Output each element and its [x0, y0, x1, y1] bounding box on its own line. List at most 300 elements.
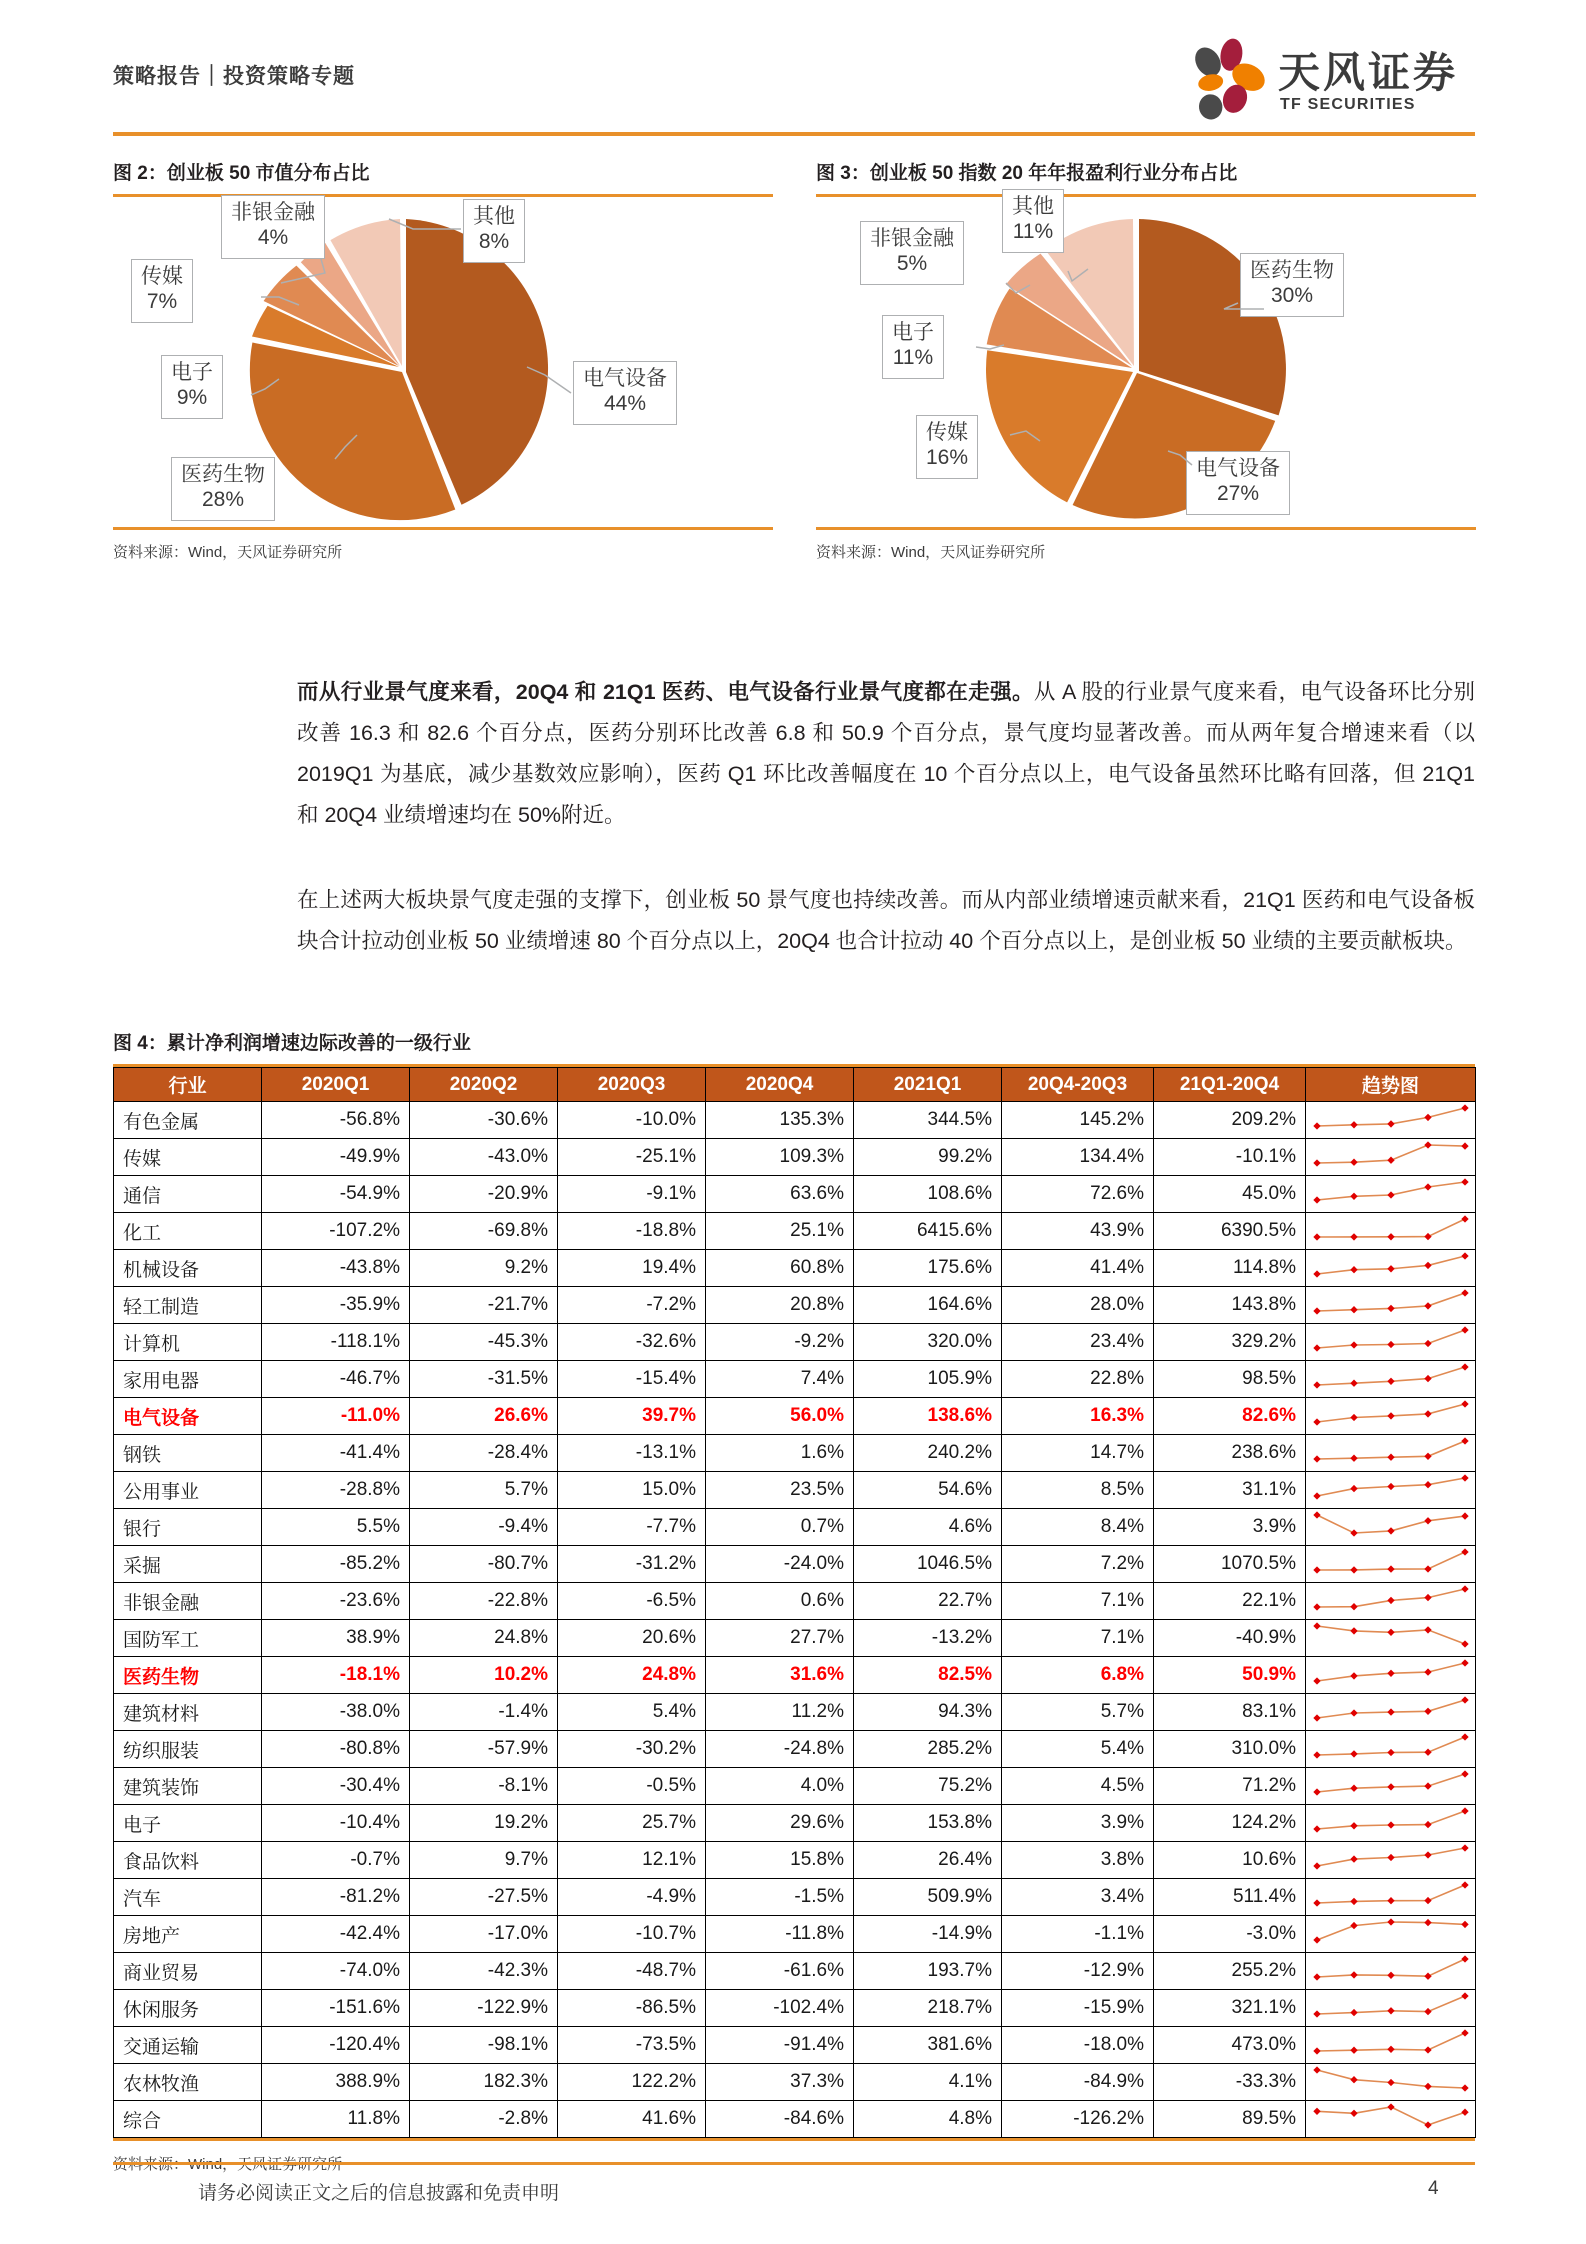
paragraph-2: 在上述两大板块景气度走强的支撑下，创业板 50 景气度也持续改善。而从内部业绩增速贡献来看，21Q1 医药和电气设备板块合计拉动创业板 50 业绩增速 80 个百分点以上，20Q4 也合计拉动 40 个百分点以上，是创业板 50 业绩的主要贡献板块。 — [297, 888, 1475, 953]
table-cell-value: -57.9% — [410, 1731, 558, 1768]
table-cell-value: -31.5% — [410, 1361, 558, 1398]
trend-sparkline — [1307, 1324, 1475, 1354]
table-cell-value: -10.4% — [262, 1805, 410, 1842]
table-cell-value: 31.1% — [1154, 1472, 1306, 1509]
table-cell-value: 9.7% — [410, 1842, 558, 1879]
table-cell-value: 105.9% — [854, 1361, 1002, 1398]
table-cell-value: -1.4% — [410, 1694, 558, 1731]
table-cell-industry: 采掘 — [114, 1546, 262, 1583]
table-cell-value: 108.6% — [854, 1176, 1002, 1213]
pie2-callout-qita — [463, 199, 525, 263]
table-cell-industry: 纺织服装 — [114, 1731, 262, 1768]
table-cell-value: 240.2% — [854, 1435, 1002, 1472]
trend-sparkline — [1307, 1953, 1475, 1983]
table-cell-value: 20.6% — [558, 1620, 706, 1657]
table-cell-industry: 轻工制造 — [114, 1287, 262, 1324]
table-cell-value: 3.4% — [1002, 1879, 1154, 1916]
table-col-header-4: 2020Q4 — [706, 1068, 854, 1102]
table-cell-industry: 交通运输 — [114, 2027, 262, 2064]
trend-sparkline — [1307, 1546, 1475, 1576]
table-cell-trend — [1306, 1805, 1476, 1842]
table-cell-value: -45.3% — [410, 1324, 558, 1361]
table-cell-value: -56.8% — [262, 1102, 410, 1139]
table-col-header-7: 21Q1-20Q4 — [1154, 1068, 1306, 1102]
table-row — [114, 1250, 1476, 1287]
paragraph-1 — [297, 672, 1475, 836]
footer-page-number: 4 — [1428, 2178, 1439, 2199]
table-cell-value: 10.6% — [1154, 1842, 1306, 1879]
trend-sparkline — [1307, 2064, 1475, 2094]
table-cell-value: -46.7% — [262, 1361, 410, 1398]
logo-chinese-name: 天风证券 — [1278, 49, 1459, 96]
table-cell-value: 26.4% — [854, 1842, 1002, 1879]
table-cell-value: 381.6% — [854, 2027, 1002, 2064]
table-cell-trend — [1306, 1435, 1476, 1472]
table-cell-trend — [1306, 1842, 1476, 1879]
figure-3-bottom-rule — [816, 527, 1476, 530]
tf-pinwheel-icon — [1180, 34, 1272, 124]
table-cell-value: 26.6% — [410, 1398, 558, 1435]
trend-sparkline — [1307, 1731, 1475, 1761]
table-cell-value: 99.2% — [854, 1139, 1002, 1176]
trend-sparkline — [1307, 2101, 1475, 2131]
table-cell-value: 122.2% — [558, 2064, 706, 2101]
table-cell-value: 175.6% — [854, 1250, 1002, 1287]
table-cell-value: -6.5% — [558, 1583, 706, 1620]
table-cell-value: -11.8% — [706, 1916, 854, 1953]
table-cell-industry: 休闲服务 — [114, 1990, 262, 2027]
paragraph-1-lead: 而从行业景气度来看，20Q4 和 21Q1 医药、电气设备行业景气度都在走强。 — [297, 680, 1034, 704]
pie2-value-dianqi: 44% — [603, 391, 647, 415]
table-row — [114, 1620, 1476, 1657]
table-cell-value: 41.4% — [1002, 1250, 1154, 1287]
table-cell-value: 6415.6% — [854, 1213, 1002, 1250]
table-cell-value: 238.6% — [1154, 1435, 1306, 1472]
figure-4-bottom-rule — [113, 2138, 1475, 2141]
table-cell-value: 0.7% — [706, 1509, 854, 1546]
table-cell-value: -24.0% — [706, 1546, 854, 1583]
trend-sparkline — [1307, 1768, 1475, 1798]
pie3-callout-yiyao — [1240, 253, 1344, 317]
table-cell-trend — [1306, 1916, 1476, 1953]
table-cell-value: -20.9% — [410, 1176, 558, 1213]
table-cell-value: -91.4% — [706, 2027, 854, 2064]
table-cell-value: -12.9% — [1002, 1953, 1154, 1990]
table-row — [114, 2027, 1476, 2064]
pie3-value-qita: 11% — [1012, 219, 1054, 243]
table-cell-value: 38.9% — [262, 1620, 410, 1657]
trend-sparkline — [1307, 2027, 1475, 2057]
table-row — [114, 1398, 1476, 1435]
table-cell-value: -102.4% — [706, 1990, 854, 2027]
table-cell-value: -80.7% — [410, 1546, 558, 1583]
table-cell-value: 56.0% — [706, 1398, 854, 1435]
table-row — [114, 1102, 1476, 1139]
table-cell-value: 3.9% — [1154, 1509, 1306, 1546]
table-cell-trend — [1306, 1509, 1476, 1546]
table-row — [114, 1694, 1476, 1731]
table-row — [114, 1953, 1476, 1990]
table-row — [114, 1731, 1476, 1768]
table-cell-industry: 电气设备 — [114, 1398, 262, 1435]
table-cell-trend — [1306, 1139, 1476, 1176]
trend-sparkline — [1307, 1509, 1475, 1539]
table-cell-industry: 钢铁 — [114, 1435, 262, 1472]
table-row — [114, 1657, 1476, 1694]
table-cell-trend — [1306, 1879, 1476, 1916]
table-cell-value: 16.3% — [1002, 1398, 1154, 1435]
table-cell-value: 0.6% — [706, 1583, 854, 1620]
table-cell-value: 3.9% — [1002, 1805, 1154, 1842]
logo-english-name: TF SECURITIES — [1280, 96, 1416, 113]
table-col-header-8: 趋势图 — [1306, 1068, 1476, 1102]
table-cell-value: 145.2% — [1002, 1102, 1154, 1139]
table-cell-value: 72.6% — [1002, 1176, 1154, 1213]
footer-rule — [113, 2162, 1475, 2165]
pie2-callout-feiyin — [221, 195, 325, 259]
figure-3-title: 图 3：创业板 50 指数 20 年年报盈利行业分布占比 — [816, 163, 1238, 184]
table-cell-value: 5.7% — [1002, 1694, 1154, 1731]
table-cell-value: -126.2% — [1002, 2101, 1154, 2138]
table-cell-value: -15.9% — [1002, 1990, 1154, 2027]
table-cell-industry: 公用事业 — [114, 1472, 262, 1509]
pie2-label-yiyao: 医药生物 — [181, 463, 265, 486]
trend-sparkline — [1307, 1694, 1475, 1724]
table-cell-value: 209.2% — [1154, 1102, 1306, 1139]
table-cell-value: 22.1% — [1154, 1583, 1306, 1620]
table-cell-value: 114.8% — [1154, 1250, 1306, 1287]
pie3-value-chuanmei: 16% — [926, 445, 969, 469]
table-cell-value: 4.8% — [854, 2101, 1002, 2138]
trend-sparkline — [1307, 1176, 1475, 1206]
table-cell-value: -7.7% — [558, 1509, 706, 1546]
table-cell-value: -24.8% — [706, 1731, 854, 1768]
table-cell-value: 14.7% — [1002, 1435, 1154, 1472]
table-cell-value: -69.8% — [410, 1213, 558, 1250]
table-cell-value: -84.6% — [706, 2101, 854, 2138]
pie2-value-chuanmei: 7% — [146, 289, 178, 313]
table-cell-value: -32.6% — [558, 1324, 706, 1361]
table-cell-value: 24.8% — [558, 1657, 706, 1694]
table-cell-value: 22.7% — [854, 1583, 1002, 1620]
table-cell-value: -10.0% — [558, 1102, 706, 1139]
trend-sparkline — [1307, 1102, 1475, 1132]
table-cell-value: -54.9% — [262, 1176, 410, 1213]
table-cell-value: -3.0% — [1154, 1916, 1306, 1953]
table-cell-value: 7.1% — [1002, 1583, 1154, 1620]
trend-sparkline — [1307, 1398, 1475, 1428]
table-cell-trend — [1306, 1694, 1476, 1731]
trend-sparkline — [1307, 1657, 1475, 1687]
pie3-callout-dianzi — [882, 315, 944, 379]
table-cell-value: 24.8% — [410, 1620, 558, 1657]
table-cell-value: -42.3% — [410, 1953, 558, 1990]
table-cell-value: -13.1% — [558, 1435, 706, 1472]
figure-2-panel — [113, 158, 773, 562]
table-cell-value: 10.2% — [410, 1657, 558, 1694]
table-cell-value: 5.4% — [558, 1694, 706, 1731]
table-cell-value: 94.3% — [854, 1694, 1002, 1731]
table-cell-trend — [1306, 1546, 1476, 1583]
table-cell-value: 4.1% — [854, 2064, 1002, 2101]
table-cell-value: -21.7% — [410, 1287, 558, 1324]
table-cell-value: -15.4% — [558, 1361, 706, 1398]
table-row — [114, 1768, 1476, 1805]
table-cell-value: -84.9% — [1002, 2064, 1154, 2101]
table-cell-value: -23.6% — [262, 1583, 410, 1620]
company-logo — [1180, 28, 1480, 124]
trend-sparkline — [1307, 1213, 1475, 1243]
table-cell-value: -18.0% — [1002, 2027, 1154, 2064]
table-cell-value: 153.8% — [854, 1805, 1002, 1842]
table-cell-value: -10.1% — [1154, 1139, 1306, 1176]
table-row — [114, 1509, 1476, 1546]
table-row — [114, 1583, 1476, 1620]
table-cell-value: 43.9% — [1002, 1213, 1154, 1250]
table-body — [114, 1102, 1476, 2138]
footer-disclaimer: 请务必阅读正文之后的信息披露和免责申明 — [198, 2183, 560, 2204]
table-row — [114, 1472, 1476, 1509]
table-cell-value: -43.8% — [262, 1250, 410, 1287]
table-cell-value: 11.8% — [262, 2101, 410, 2138]
table-col-header-6: 20Q4-20Q3 — [1002, 1068, 1154, 1102]
table-cell-value: 310.0% — [1154, 1731, 1306, 1768]
table-cell-value: -33.3% — [1154, 2064, 1306, 2101]
table-cell-value: 164.6% — [854, 1287, 1002, 1324]
table-cell-industry: 机械设备 — [114, 1250, 262, 1287]
table-cell-value: 135.3% — [706, 1102, 854, 1139]
table-row — [114, 1990, 1476, 2027]
table-cell-industry: 建筑装饰 — [114, 1768, 262, 1805]
figure-2-source: 资料来源：Wind，天风证券研究所 — [113, 544, 343, 561]
table-cell-value: -107.2% — [262, 1213, 410, 1250]
table-cell-value: 7.1% — [1002, 1620, 1154, 1657]
table-cell-value: -49.9% — [262, 1139, 410, 1176]
table-cell-trend — [1306, 1731, 1476, 1768]
header-rule — [113, 132, 1475, 136]
table-cell-value: -30.6% — [410, 1102, 558, 1139]
table-cell-industry: 电子 — [114, 1805, 262, 1842]
table-row — [114, 1324, 1476, 1361]
figure-3-chart — [816, 197, 1476, 527]
table-cell-value: 182.3% — [410, 2064, 558, 2101]
trend-sparkline — [1307, 1472, 1475, 1502]
table-cell-value: 22.8% — [1002, 1361, 1154, 1398]
trend-sparkline — [1307, 1842, 1475, 1872]
trend-sparkline — [1307, 1916, 1475, 1946]
table-row — [114, 1435, 1476, 1472]
table-cell-value: 20.8% — [706, 1287, 854, 1324]
trend-sparkline — [1307, 1139, 1475, 1169]
pie2-callout-chuanmei — [131, 259, 193, 323]
table-row — [114, 1842, 1476, 1879]
table-cell-value: 89.5% — [1154, 2101, 1306, 2138]
table-cell-trend — [1306, 1990, 1476, 2027]
table-col-header-3: 2020Q3 — [558, 1068, 706, 1102]
table-cell-industry: 农林牧渔 — [114, 2064, 262, 2101]
pie2-label-qita: 其他 — [473, 205, 515, 228]
table-cell-industry: 家用电器 — [114, 1361, 262, 1398]
table-cell-value: 11.2% — [706, 1694, 854, 1731]
pie3-label-feiyin: 非银金融 — [870, 227, 954, 250]
industry-growth-table — [113, 1067, 1476, 2138]
table-cell-value: 1046.5% — [854, 1546, 1002, 1583]
table-cell-value: 19.2% — [410, 1805, 558, 1842]
table-cell-industry: 化工 — [114, 1213, 262, 1250]
table-cell-value: 15.8% — [706, 1842, 854, 1879]
table-cell-value: 9.2% — [410, 1250, 558, 1287]
trend-sparkline — [1307, 1361, 1475, 1391]
trend-sparkline — [1307, 1879, 1475, 1909]
table-cell-value: 23.4% — [1002, 1324, 1154, 1361]
table-cell-value: 82.5% — [854, 1657, 1002, 1694]
table-cell-value: 98.5% — [1154, 1361, 1306, 1398]
trend-sparkline — [1307, 1250, 1475, 1280]
pie3-callout-qita — [1002, 189, 1064, 253]
table-cell-value: 29.6% — [706, 1805, 854, 1842]
table-cell-value: 4.6% — [854, 1509, 1002, 1546]
table-cell-value: 75.2% — [854, 1768, 1002, 1805]
table-cell-value: -9.1% — [558, 1176, 706, 1213]
table-cell-value: 60.8% — [706, 1250, 854, 1287]
pie3-callout-chuanmei — [916, 415, 978, 479]
table-cell-value: 4.5% — [1002, 1768, 1154, 1805]
paragraph-1-body: 从 A 股的行业景气度来看，电气设备环比分别改善 16.3 和 82.6 个百分点，医药分别环比改善 6.8 和 50.9 个百分点，景气度均显著改善。而从两年复合增速来看（以 2019Q1 为基底，减少基数效应影响），医药 Q1 环比改善幅度在 10 个百分点以上，电气设备虽然环比略有回落，但 21Q1 和 20Q4 业绩增速均在 50%附近。 — [297, 680, 1475, 827]
table-cell-value: -74.0% — [262, 1953, 410, 1990]
table-cell-value: 329.2% — [1154, 1324, 1306, 1361]
pie2-label-dianqi: 电气设备 — [583, 367, 667, 390]
pie3-value-feiyin: 5% — [896, 251, 928, 275]
table-cell-value: 7.4% — [706, 1361, 854, 1398]
table-cell-value: -43.0% — [410, 1139, 558, 1176]
table-cell-value: -17.0% — [410, 1916, 558, 1953]
table-cell-value: -28.8% — [262, 1472, 410, 1509]
trend-sparkline — [1307, 1435, 1475, 1465]
table-cell-value: 109.3% — [706, 1139, 854, 1176]
pie2-callout-dianqi — [573, 361, 677, 425]
table-row — [114, 1916, 1476, 1953]
table-cell-value: 134.4% — [1002, 1139, 1154, 1176]
table-cell-value: 4.0% — [706, 1768, 854, 1805]
table-cell-value: -41.4% — [262, 1435, 410, 1472]
table-cell-value: -38.0% — [262, 1694, 410, 1731]
table-cell-industry: 医药生物 — [114, 1657, 262, 1694]
table-row — [114, 1139, 1476, 1176]
table-cell-value: -7.2% — [558, 1287, 706, 1324]
pie3-label-dianzi: 电子 — [892, 321, 934, 344]
figure-3-panel — [816, 158, 1476, 562]
table-cell-trend — [1306, 2027, 1476, 2064]
table-cell-value: -27.5% — [410, 1879, 558, 1916]
table-cell-industry: 计算机 — [114, 1324, 262, 1361]
pie2-callout-yiyao — [171, 457, 275, 521]
pie3-label-yiyao: 医药生物 — [1250, 259, 1334, 282]
trend-sparkline — [1307, 1583, 1475, 1613]
pie2-label-dianzi: 电子 — [171, 361, 213, 384]
table-cell-industry: 银行 — [114, 1509, 262, 1546]
table-cell-value: 27.7% — [706, 1620, 854, 1657]
table-cell-value: 509.9% — [854, 1879, 1002, 1916]
table-cell-value: -0.5% — [558, 1768, 706, 1805]
figure-2-title: 图 2：创业板 50 市值分布占比 — [113, 163, 370, 184]
table-cell-value: 7.2% — [1002, 1546, 1154, 1583]
table-row — [114, 1176, 1476, 1213]
table-cell-value: 31.6% — [706, 1657, 854, 1694]
table-cell-industry: 商业贸易 — [114, 1953, 262, 1990]
table-cell-value: 255.2% — [1154, 1953, 1306, 1990]
pie3-value-dianqi: 27% — [1216, 481, 1260, 505]
table-cell-value: 50.9% — [1154, 1657, 1306, 1694]
table-cell-value: -86.5% — [558, 1990, 706, 2027]
table-cell-value: -22.8% — [410, 1583, 558, 1620]
table-cell-industry: 非银金融 — [114, 1583, 262, 1620]
pie3-label-dianqi: 电气设备 — [1196, 457, 1280, 480]
table-row — [114, 1805, 1476, 1842]
table-cell-industry: 有色金属 — [114, 1102, 262, 1139]
pie3-label-qita: 其他 — [1012, 195, 1054, 218]
table-cell-trend — [1306, 1398, 1476, 1435]
table-cell-value: -42.4% — [262, 1916, 410, 1953]
figure-4-panel — [113, 1028, 1475, 2174]
table-cell-trend — [1306, 1102, 1476, 1139]
table-row — [114, 1546, 1476, 1583]
table-cell-value: 63.6% — [706, 1176, 854, 1213]
table-cell-trend — [1306, 1657, 1476, 1694]
table-cell-value: 83.1% — [1154, 1694, 1306, 1731]
table-cell-value: 5.5% — [262, 1509, 410, 1546]
table-cell-value: 54.6% — [854, 1472, 1002, 1509]
table-cell-value: -98.1% — [410, 2027, 558, 2064]
table-cell-value: -31.2% — [558, 1546, 706, 1583]
table-cell-value: 473.0% — [1154, 2027, 1306, 2064]
table-cell-value: 193.7% — [854, 1953, 1002, 1990]
table-cell-value: 124.2% — [1154, 1805, 1306, 1842]
table-row — [114, 1287, 1476, 1324]
pie2-value-yiyao: 28% — [201, 487, 245, 511]
pie2-callout-dianzi — [161, 355, 223, 419]
table-cell-value: -30.2% — [558, 1731, 706, 1768]
table-cell-value: 8.4% — [1002, 1509, 1154, 1546]
pie2-value-qita: 8% — [478, 229, 510, 253]
table-cell-value: 82.6% — [1154, 1398, 1306, 1435]
table-col-header-2: 2020Q2 — [410, 1068, 558, 1102]
figure-3-source: 资料来源：Wind，天风证券研究所 — [816, 544, 1046, 561]
table-cell-value: -85.2% — [262, 1546, 410, 1583]
table-cell-trend — [1306, 1620, 1476, 1657]
table-cell-value: -1.5% — [706, 1879, 854, 1916]
table-col-header-1: 2020Q1 — [262, 1068, 410, 1102]
table-cell-value: 41.6% — [558, 2101, 706, 2138]
table-cell-value: 37.3% — [706, 2064, 854, 2101]
trend-sparkline — [1307, 1990, 1475, 2020]
table-cell-trend — [1306, 1176, 1476, 1213]
pie2-label-chuanmei: 传媒 — [141, 265, 183, 288]
table-cell-value: -13.2% — [854, 1620, 1002, 1657]
table-cell-trend — [1306, 1768, 1476, 1805]
table-cell-industry: 汽车 — [114, 1879, 262, 1916]
table-cell-trend — [1306, 1583, 1476, 1620]
table-cell-value: -48.7% — [558, 1953, 706, 1990]
table-cell-value: -10.7% — [558, 1916, 706, 1953]
table-cell-trend — [1306, 1472, 1476, 1509]
pie2-value-feiyin: 4% — [257, 225, 289, 249]
table-cell-industry: 房地产 — [114, 1916, 262, 1953]
table-cell-value: -2.8% — [410, 2101, 558, 2138]
table-cell-industry: 传媒 — [114, 1139, 262, 1176]
table-cell-value: -25.1% — [558, 1139, 706, 1176]
table-cell-industry: 食品饮料 — [114, 1842, 262, 1879]
pie3-value-dianzi: 11% — [892, 345, 934, 369]
